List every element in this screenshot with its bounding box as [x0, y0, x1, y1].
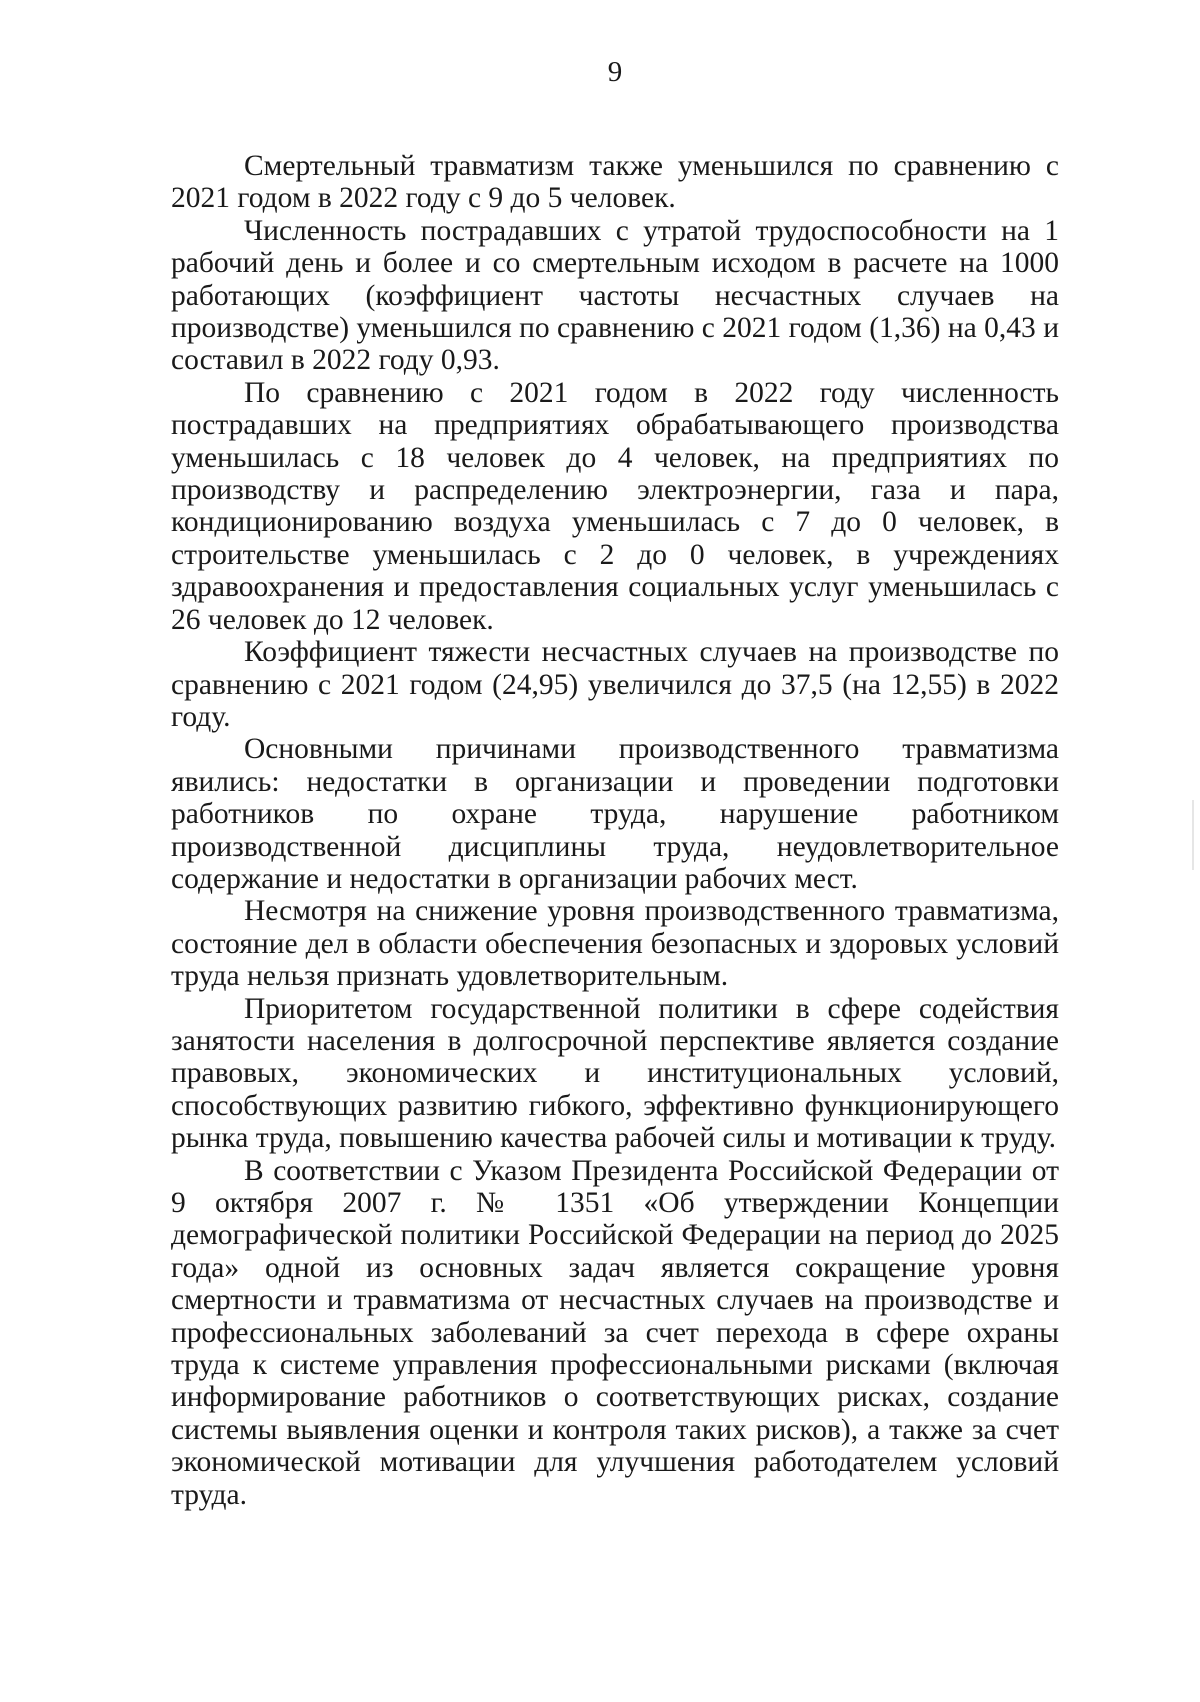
paragraph-presidential-decree: В соответствии с Указом Президента Российской Федерации от 9 октября 2007 г. № 1351 «Об утверждении Концепции демографической политики Российской Федерации на период до 2025 года» одной из основных задач является сокращение уровня смертности и травматизма от несчастных случаев на производстве и профессиональных заболеваний за счет перехода в сфере охраны труда к системе управления профессиональными рисками (включая информирование работников о соответствующих рисках, создание системы выявления оценки и контроля таких рисков), а также за счет экономической мотивации для улучшения работодателем условий труда. [171, 1154, 1059, 1511]
paragraph-main-causes: Основными причинами производственного травматизма явились: недостатки в организации и проведении подготовки работников по охране труда, нарушение работником производственной дисциплины труда, неудовлетворительное содержание и недостатки в организации рабочих мест. [171, 733, 1059, 895]
scan-edge-mark [1192, 800, 1194, 870]
paragraph-injuries-by-industry: По сравнению с 2021 годом в 2022 году численность пострадавших на предприятиях обрабатывающего производства уменьшилась с 18 человек до 4 человек, на предприятиях по производству и распределению электроэнергии, газа и пара, кондиционированию воздуха уменьшилась с 7 до 0 человек, в строительстве уменьшилась с 2 до 0 человек, в учреждениях здравоохранения и предоставления социальных услуг уменьшилась с 26 человек до 12 человек. [171, 376, 1059, 636]
paragraph-state-policy-priority: Приоритетом государственной политики в сфере содействия занятости населения в долгосрочной перспективе является создание правовых, экономических и институциональных условий, способствующих развитию гибкого, эффективно функционирующего рынка труда, повышению качества рабочей силы и мотивации к труду. [171, 992, 1059, 1155]
paragraph-fatal-injuries: Смертельный травматизм также уменьшился по сравнению с 2021 годом в 2022 году с 9 до 5 человек. [171, 150, 1059, 215]
document-body [171, 150, 1059, 1511]
page-number: 9 [607, 56, 623, 88]
paragraph-conditions-assessment: Несмотря на снижение уровня производственного травматизма, состояние дел в области обеспечения безопасных и здоровых условий труда нельзя признать удовлетворительным. [171, 895, 1059, 993]
paragraph-frequency-coefficient: Численность пострадавших с утратой трудоспособности на 1 рабочий день и более и со смертельным исходом в расчете на 1000 работающих (коэффициент частоты несчастных случаев на производстве) уменьшился по сравнению с 2021 годом (1,36) на 0,43 и составил в 2022 году 0,93. [171, 214, 1059, 377]
paragraph-severity-coefficient: Коэффициент тяжести несчастных случаев на производстве по сравнению с 2021 годом (24,95) увеличился до 37,5 (на 12,55) в 2022 году. [171, 636, 1059, 733]
